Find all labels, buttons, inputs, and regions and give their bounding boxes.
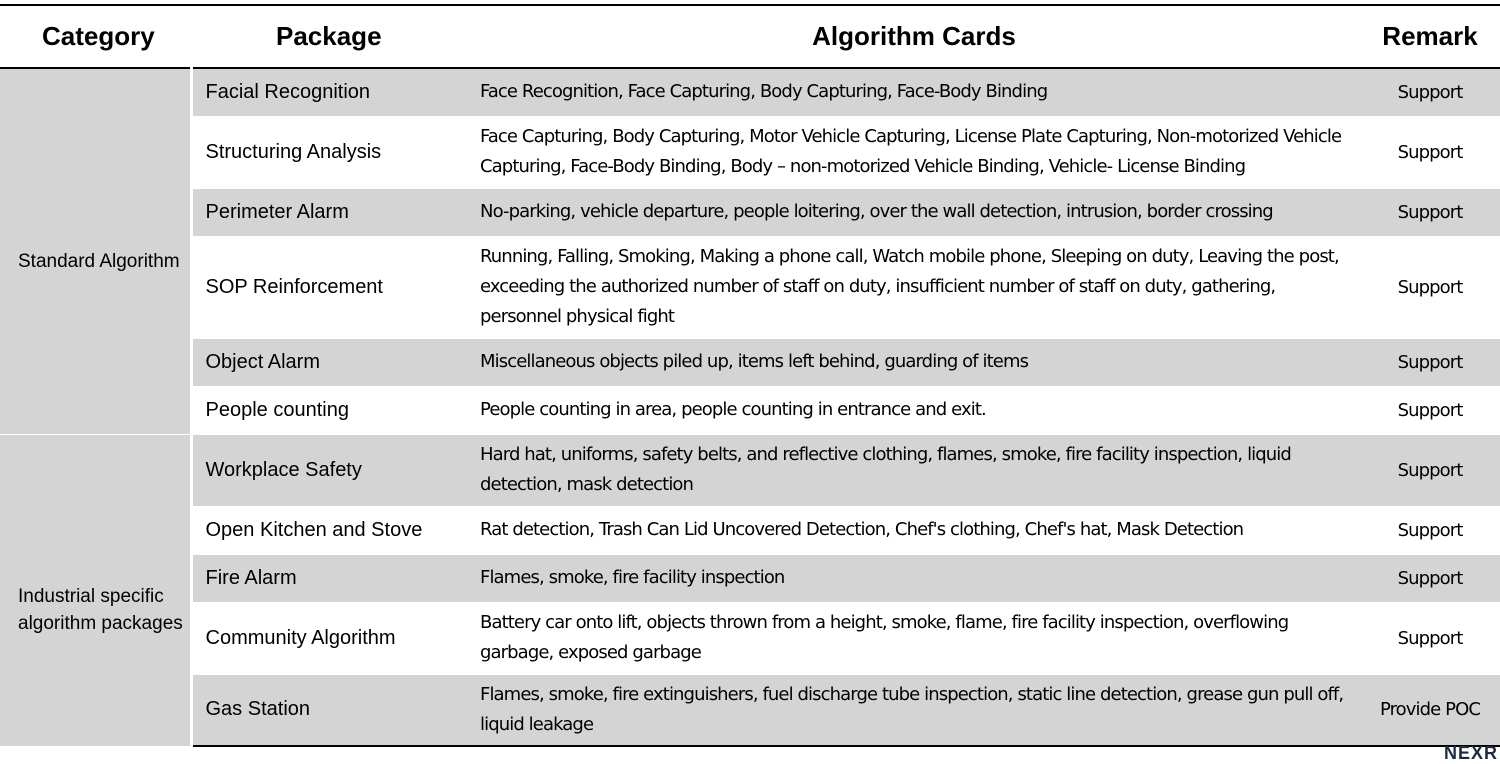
table-row xyxy=(0,338,1500,386)
table-row xyxy=(0,434,1500,506)
header-category: Category xyxy=(0,5,191,68)
package-cell: Facial Recognition xyxy=(191,68,468,116)
remark-cell: Support xyxy=(1360,116,1500,188)
cards-cell: People counting in area, people counting in entrance and exit. xyxy=(468,386,1360,434)
cards-cell: Battery car onto lift, objects thrown from a height, smoke, flame, fire facility inspection, overflowing garbage, exposed garbage xyxy=(468,602,1360,674)
package-cell: Workplace Safety xyxy=(191,434,468,506)
package-cell: Fire Alarm xyxy=(191,554,468,602)
cards-cell: Miscellaneous objects piled up, items left behind, guarding of items xyxy=(468,338,1360,386)
category-industrial: Industrial specific algorithm packages xyxy=(0,434,191,746)
remark-cell: Support xyxy=(1360,338,1500,386)
table-row xyxy=(0,236,1500,338)
table-row xyxy=(0,68,1500,116)
table-row xyxy=(0,674,1500,746)
header-package: Package xyxy=(191,5,468,68)
package-cell: Open Kitchen and Stove xyxy=(191,506,468,554)
remark-cell: Provide POC xyxy=(1360,674,1500,746)
remark-cell: Support xyxy=(1360,68,1500,116)
cards-cell: Flames, smoke, fire extinguishers, fuel discharge tube inspection, static line detection, grease gun pull off, liquid leakage xyxy=(468,674,1360,746)
cards-cell: Rat detection, Trash Can Lid Uncovered Detection, Chef's clothing, Chef's hat, Mask Detection xyxy=(468,506,1360,554)
remark-cell: Support xyxy=(1360,554,1500,602)
remark-cell: Support xyxy=(1360,188,1500,236)
table-row xyxy=(0,602,1500,674)
brand-logo xyxy=(1360,743,1500,763)
algorithm-table xyxy=(0,4,1500,747)
remark-cell: Support xyxy=(1360,506,1500,554)
brand-logo-text: NEXR xyxy=(1443,743,1498,763)
table-row xyxy=(0,506,1500,554)
cards-cell: Running, Falling, Smoking, Making a phone call, Watch mobile phone, Sleeping on duty, Leaving the post, exceeding the authorized number of staff on duty, insufficient number of staff on duty, gathering, personnel physical fight xyxy=(468,236,1360,338)
remark-cell: Support xyxy=(1360,434,1500,506)
cards-cell: No-parking, vehicle departure, people loitering, over the wall detection, intrusion, border crossing xyxy=(468,188,1360,236)
package-cell: Perimeter Alarm xyxy=(191,188,468,236)
header-row xyxy=(0,5,1500,68)
header-remark: Remark xyxy=(1360,5,1500,68)
cards-cell: Face Capturing, Body Capturing, Motor Vehicle Capturing, License Plate Capturing, Non-motorized Vehicle Capturing, Face-Body Binding, Body – non-motorized Vehicle Binding, Vehicle- License Binding xyxy=(468,116,1360,188)
package-cell: SOP Reinforcement xyxy=(191,236,468,338)
remark-cell: Support xyxy=(1360,236,1500,338)
cards-cell: Flames, smoke, fire facility inspection xyxy=(468,554,1360,602)
package-cell: Community Algorithm xyxy=(191,602,468,674)
remark-cell: Support xyxy=(1360,602,1500,674)
category-standard: Standard Algorithm xyxy=(0,68,191,434)
header-algorithm-cards: Algorithm Cards xyxy=(468,5,1360,68)
package-cell: People counting xyxy=(191,386,468,434)
package-cell: Structuring Analysis xyxy=(191,116,468,188)
cards-cell: Hard hat, uniforms, safety belts, and reflective clothing, flames, smoke, fire facility inspection, liquid detection, mask detection xyxy=(468,434,1360,506)
remark-cell: Support xyxy=(1360,386,1500,434)
table-row xyxy=(0,386,1500,434)
cards-cell: Face Recognition, Face Capturing, Body Capturing, Face-Body Binding xyxy=(468,68,1360,116)
table-row xyxy=(0,188,1500,236)
table-row xyxy=(0,116,1500,188)
package-cell: Gas Station xyxy=(191,674,468,746)
table-row xyxy=(0,554,1500,602)
package-cell: Object Alarm xyxy=(191,338,468,386)
